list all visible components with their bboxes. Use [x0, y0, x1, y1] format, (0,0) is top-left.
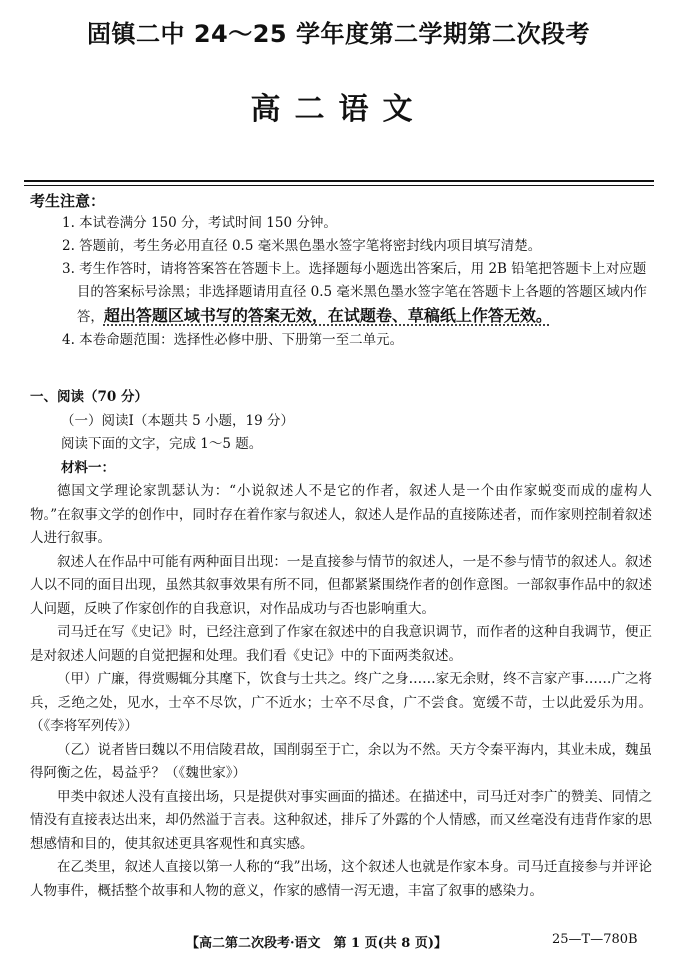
paragraph: 叙述人在作品中可能有两种面目出现：一是直接参与情节的叙述人，一是不参与情节的叙述人。叙述人以不同的面目出现，虽然其叙事效果有所不同，但都紧紧围绕作者的创作意图。一部叙事作品中的叙述人问题，反映了作家创作的自我意识，对作品成功与否也影响重大。 — [30, 553, 652, 617]
reading-section — [30, 386, 652, 903]
notice-item: 1. 本试卷满分 150 分，考试时间 150 分钟。 — [62, 215, 337, 231]
footer-code: 25—T—780B — [552, 932, 638, 947]
subsection-title: （一）阅读Ⅰ（本题共 5 小题，19 分） — [61, 412, 294, 429]
paragraph: （乙）说者皆曰魏以不用信陵君故，国削弱至于亡，余以为不然。天方令秦平海内，其业未成，魏虽得阿衡之佐，曷益乎？（《魏世家》） — [30, 741, 652, 781]
exam-title: 固镇二中 24～25 学年度第二学期第二次段考 — [86, 20, 590, 48]
notice-item-text: 3. 考生作答时，请将答案答在答题卡上。选择题每小题选出答案后，用 2B 铅笔把答题卡上对应题目的答案标号涂黑；非选择题请用直径 0.5 毫米黑色墨水签字笔在答题卡上各题的答题区域内作答， — [62, 261, 647, 325]
notice-item — [62, 258, 652, 329]
notice-list — [62, 212, 652, 352]
footer-page-info: 【高二第二次段考·语文 第 1 页(共 8 页)】 — [186, 936, 448, 951]
paragraph: （甲）广廉，得赏赐辄分其麾下，饮食与士共之。终广之身……家无余财，终不言家产事……广之将兵，乏绝之处，见水，士卒不尽饮，广不近水；士卒不尽食，广不尝食。宽缓不苛，士以此爱乐为用。（《李将军列传》） — [30, 671, 652, 734]
notice-emphasis: 超出答题区域书写的答案无效，在试题卷、草稿纸上作答无效。 — [103, 306, 552, 325]
material-label: 材料一： — [61, 459, 115, 476]
notice-heading: 考生注意： — [30, 192, 106, 210]
instruction: 阅读下面的文字，完成 1～5 题。 — [61, 436, 263, 452]
divider-thick — [24, 180, 654, 182]
paragraph: 甲类中叙述人没有直接出场，只是提供对事实画面的描述。在描述中，司马迁对李广的赞美、同情之情没有直接表达出来，却仍然溢于言表。这种叙述，排斥了外露的个人情感，而又丝毫没有违背作家的思想感情和目的，使其叙述更具客观性和真实感。 — [30, 788, 652, 852]
paragraph: 在乙类里，叙述人直接以第一人称的“我”出场，这个叙述人也就是作家本身。司马迁直接参与并评论人物事件，概括整个故事和人物的意义，作家的感情一泻无遗，丰富了叙事的感染力。 — [30, 859, 652, 899]
paragraph: 德国文学理论家凯瑟认为：“小说叙述人不是它的作者，叙述人是一个由作家蜕变而成的虚构人物。”在叙事文学的创作中，同时存在着作家与叙述人，叙述人是作品的直接陈述者，而作家则控制着叙述人进行叙事。 — [30, 483, 652, 546]
section-title: 一、阅读（70 分） — [30, 389, 148, 405]
subject-title: 高二语文 — [250, 92, 427, 127]
notice-item: 2. 答题前，考生务必用直径 0.5 毫米黑色墨水签字笔将密封线内项目填写清楚。 — [62, 238, 542, 254]
paragraph: 司马迁在写《史记》时，已经注意到了作家在叙述中的自我意识调节，而作者的这种自我调节，便正是对叙述人问题的自觉把握和处理。我们看《史记》中的下面两类叙述。 — [30, 624, 652, 664]
divider-thin — [24, 185, 654, 186]
notice-item: 4. 本卷命题范围：选择性必修中册、下册第一至二单元。 — [62, 332, 404, 348]
